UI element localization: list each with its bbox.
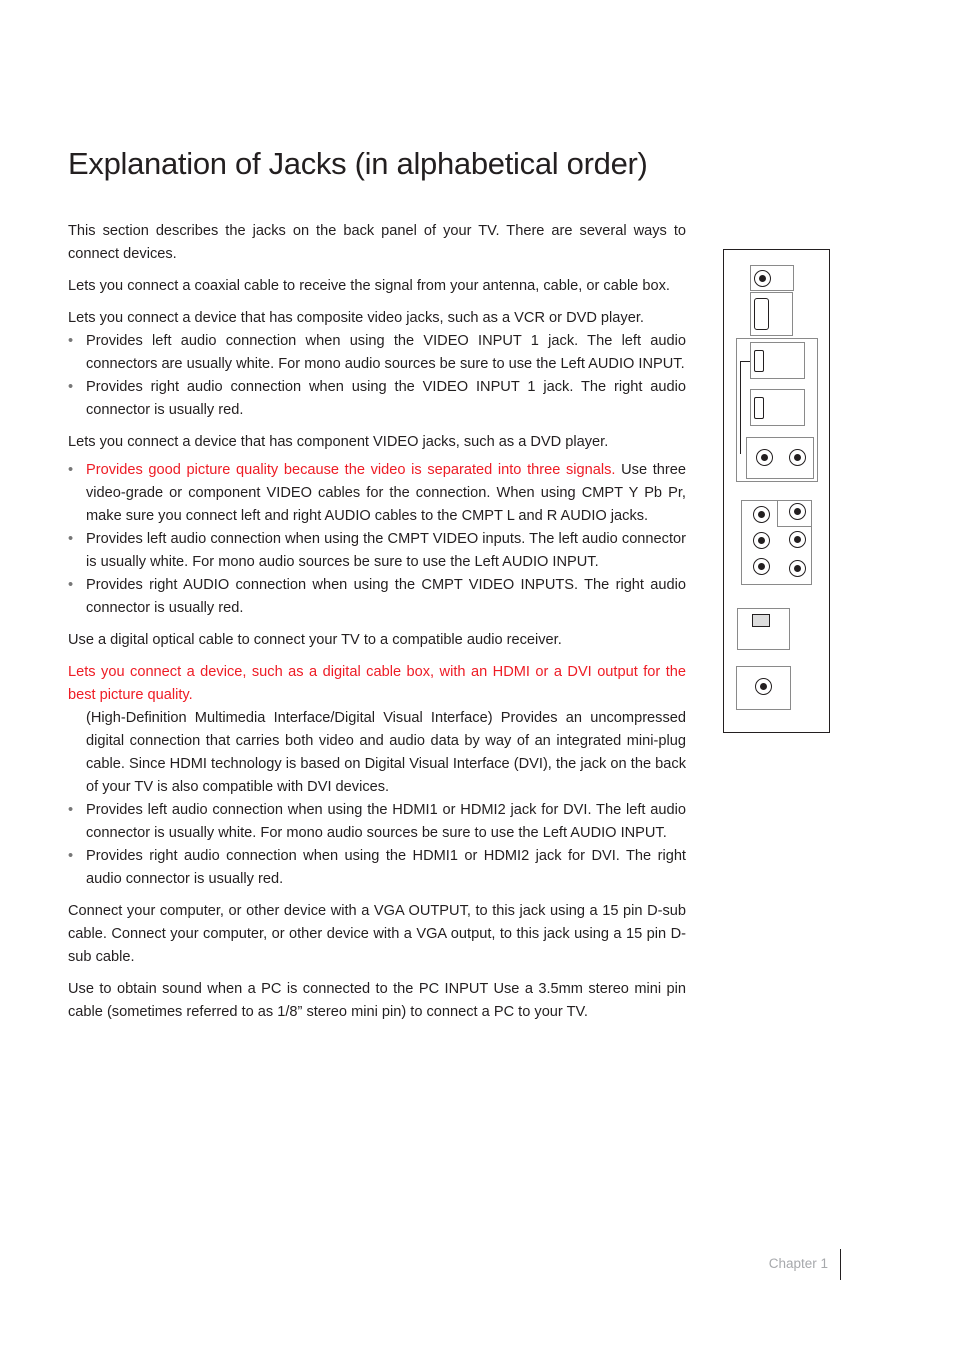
component-video-item: [68, 459, 686, 528]
component-y-jack-icon: [753, 506, 770, 523]
component-highlight: Provides good picture quality because the video is separated into three signals.: [86, 462, 616, 478]
component-bullets: [68, 459, 686, 620]
hdmi-right-audio-item: • Provides right audio connection when using the HDMI1 or HDMI2 jack for DVI. The right audio connector is usually red.: [68, 845, 686, 891]
component-description: Lets you connect a device that has component VIDEO jacks, such as a DVD player.: [68, 434, 609, 450]
vga-description: Connect your computer, or other device with a VGA OUTPUT, to this jack using a 15 pin D-sub cable. Connect your computer, or other device with a VGA output, to this jack using a 15 pin D-sub cable.: [68, 903, 686, 965]
video-left-audio-item: • Provides left audio connection when using the VIDEO INPUT 1 jack. The left audio connectors are usually white. For mono audio sources be sure to use the Left AUDIO INPUT.: [68, 330, 686, 376]
pc-audio-jack-icon: [754, 270, 771, 287]
hdmi-bracket-line: [740, 361, 741, 454]
component-left-audio-jack-icon: [789, 531, 806, 548]
intro-paragraph: This section describes the jacks on the back panel of your TV. There are several ways to connect devices.: [68, 223, 686, 262]
optical-connector-icon: [752, 614, 770, 627]
video-input-description: Lets you connect a device that has composite video jacks, such as a VCR or DVD player.: [68, 310, 644, 326]
page-title: Explanation of Jacks (in alphabetical order): [68, 146, 648, 181]
antenna-description: Lets you connect a coaxial cable to receive the signal from your antenna, cable, or cable box.: [68, 278, 670, 294]
hdmi-description: Lets you connect a device, such as a digital cable box, with an HDMI or a DVI output for the best picture quality.: [68, 664, 686, 703]
pc-audio-description: Use to obtain sound when a PC is connected to the PC INPUT Use a 3.5mm stereo mini pin cable (sometimes referred to as 1/8” stereo mini pin) to connect a PC to your TV.: [68, 981, 686, 1020]
video-input-bullets: [68, 330, 686, 422]
hdmi-bracket-top: [740, 361, 750, 362]
footer-rule: [840, 1249, 841, 1280]
hdmi-right-audio-jack-icon: [789, 449, 806, 466]
component-left-audio-item: • Provides left audio connection when using the CMPT VIDEO inputs. The left audio connector is usually white. For mono audio sources be sure to use the Left AUDIO INPUT.: [68, 528, 686, 574]
component-pb-jack-icon: [753, 532, 770, 549]
hdmi-left-audio-item: • Provides left audio connection when using the HDMI1 or HDMI2 jack for DVI. The left audio connector is usually white. For mono audio sources be sure to use the Left AUDIO INPUT.: [68, 799, 686, 845]
component-video-jack-icon: [789, 503, 806, 520]
chapter-label: Chapter 1: [768, 1256, 828, 1271]
video-right-audio-item: • Provides right audio connection when using the VIDEO INPUT 1 jack. The right audio connector is usually red.: [68, 376, 686, 422]
vga-connector-icon: [754, 298, 769, 330]
hdmi-detail: (High-Definition Multimedia Interface/Digital Visual Interface) Provides an uncompressed digital connection that carries both video and audio data by way of an integrated mini-plug cable. Since HDMI technology is based on Digital Visual Interface (DVI), the jack on the back of your TV is also compatible with DVI devices.: [86, 710, 686, 795]
component-detail: Use three video-grade or component VIDEO cables for the connection. When using CMPT Y Pb Pr, make sure you connect left and right AUDIO cables to the CMPT L and R AUDIO jacks.: [86, 462, 686, 524]
back-panel-diagram: [723, 249, 830, 733]
component-pr-jack-icon: [753, 558, 770, 575]
jack-descriptions: [68, 220, 686, 1024]
hdmi-left-audio-jack-icon: [756, 449, 773, 466]
hdmi-bullets: [68, 799, 686, 891]
hdmi2-connector-icon: [754, 397, 764, 419]
antenna-jack-icon: [755, 678, 772, 695]
component-right-audio-item: • Provides right AUDIO connection when using the CMPT VIDEO INPUTS. The right audio connector is usually red.: [68, 574, 686, 620]
hdmi1-connector-icon: [754, 350, 764, 372]
component-right-audio-jack-icon: [789, 560, 806, 577]
optical-description: Use a digital optical cable to connect your TV to a compatible audio receiver.: [68, 632, 562, 648]
